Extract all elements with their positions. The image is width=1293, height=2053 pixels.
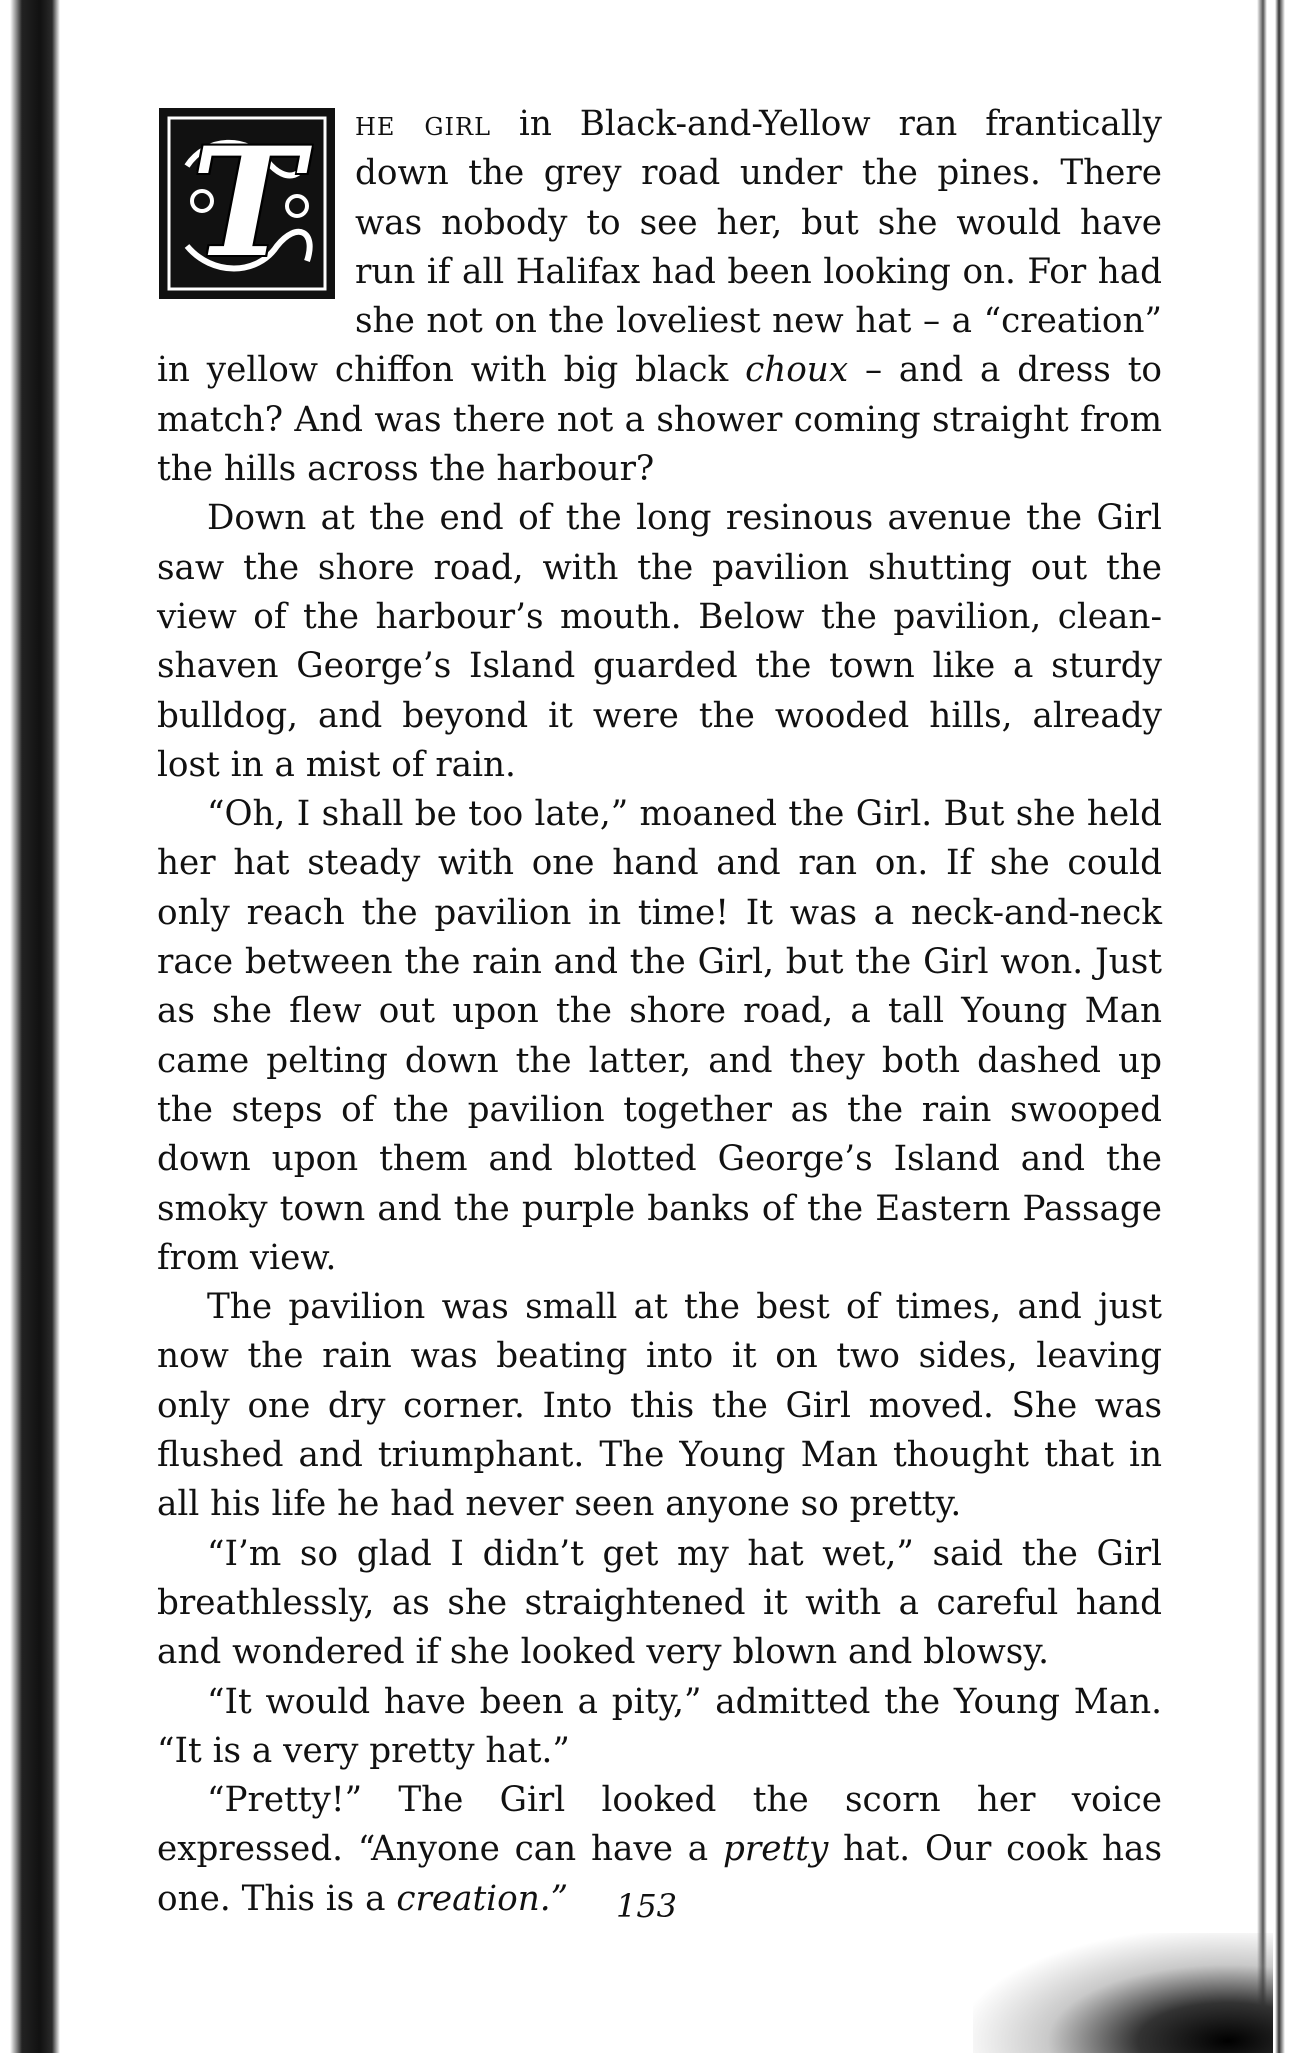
paragraph: “I’m so glad I didn’t get my hat wet,” said the Girl breathlessly, as she straightened it with a careful hand and wondered if she looked very blown and blowsy. bbox=[157, 1533, 1162, 1673]
paragraph: “Oh, I shall be too late,” moaned the Girl. But she held her hat steady with one hand and ran on. If she could only reach the pavilion in time! It was a neck-and-neck race between the rain and the Girl, but the Girl won. Just as she flew out upon the shore road, a tall Young Man came pelting down the latter, and they both dashed up the steps of the pavilion together as the rain swooped down upon them and blotted George’s Island and the smoky town and the purple banks of the Eastern Passage from view. bbox=[157, 794, 1162, 1278]
decorative-drop-cap bbox=[157, 106, 337, 301]
scan-smudge bbox=[973, 1933, 1273, 2053]
scan-binding-shadow-left bbox=[0, 0, 60, 2053]
italic-text: choux bbox=[745, 350, 849, 391]
drop-cap-letter: T bbox=[191, 114, 303, 291]
paragraph: “Pretty!” The Girl looked the scorn her voice expressed. “Anyone can have a pretty hat. Our cook has one. This is a creation.” bbox=[157, 1780, 1162, 1919]
paragraph: he girl in Black-and-Yellow ran frantically down the grey road under the pines. There was nobody to see her, but she would have run if all Halifax had been looking on. For had she not on the loveliest new hat – a “creation” in yellow chiffon with big black choux – and a dress to match? And was there not a shower coming straight from the hills across the harbour? bbox=[157, 104, 1163, 490]
paragraphs bbox=[157, 100, 1162, 1924]
italic-text: creation.” bbox=[396, 1878, 569, 1919]
italic-text: pretty bbox=[723, 1829, 829, 1870]
paragraph: “It would have been a pity,” admitted the Young Man. “It is a very pretty hat.” bbox=[157, 1681, 1162, 1771]
scan-page-edge-right bbox=[1257, 0, 1293, 2053]
page-number: 153 bbox=[615, 1887, 678, 1925]
paragraph: The pavilion was small at the best of times, and just now the rain was beating into it on two sides, leaving only one dry corner. Into this the Girl moved. She was flushed and triumphant. The Young Man thought that in all his life he had never seen anyone so pretty. bbox=[157, 1287, 1162, 1525]
paragraph: Down at the end of the long resinous avenue the Girl saw the shore road, with the pavilion shutting out the view of the harbour’s mouth. Below the pavilion, clean-shaven George’s Island guarded the town like a sturdy bulldog, and beyond it were the wooded hills, already lost in a mist of rain. bbox=[157, 498, 1162, 785]
opening-small-caps: he girl bbox=[355, 104, 492, 144]
page-body bbox=[157, 100, 1162, 1924]
